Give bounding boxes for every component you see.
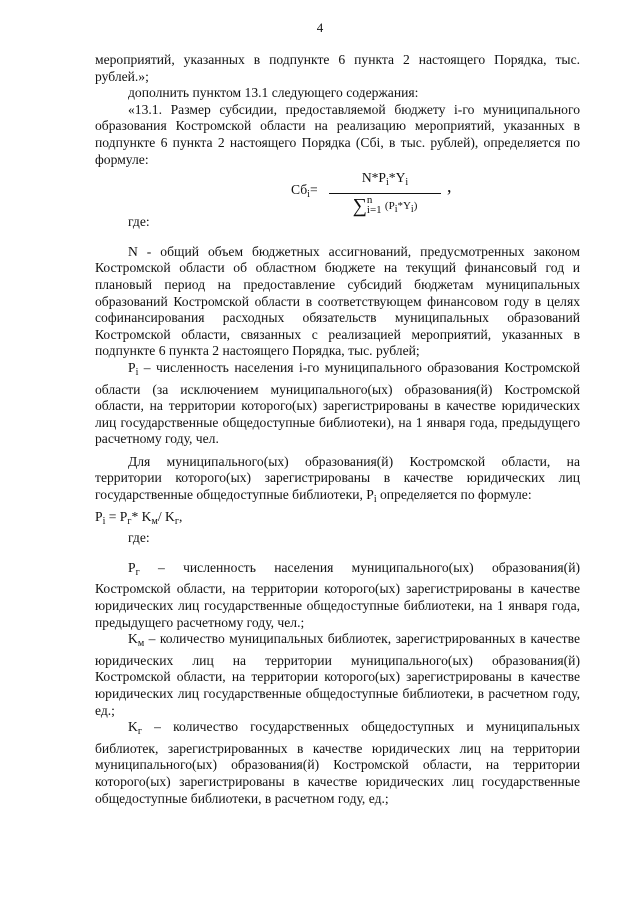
page-number: 4 <box>316 20 324 35</box>
paragraph-Kg-definition: $K_г$ – количество государственных общедоступных и муниципальных библиотек, зарегистрированных в качестве юридических лиц на территории муниципального(ых) образования(й) Костромской области, на территории которого(ых) зарегистрированы в качестве юридических лиц государственные общедоступные библиотеки, в расчетном году, ед.; <box>95 719 580 806</box>
formula-subsidy <box>95 168 580 217</box>
sum-limits: n i=1 <box>366 193 382 216</box>
paragraph-Km-definition: $K_м$ – количество муниципальных библиотек, зарегистрированных в качестве юридических лиц на территории муниципального(ых) образования(й) Костромской области, на территории которого(ых) зарегистрированы в качестве юридических лиц государственные общедоступные библиотеки, в расчетном году, ед.; <box>95 631 580 718</box>
formula-lhs: $Сб_i=$ <box>291 182 318 201</box>
where-label-2: где: <box>128 530 150 546</box>
paragraph-continuation: мероприятий, указанных в подпункте 6 пункта 2 настоящего Порядка, тыс. рублей.»; <box>95 52 580 84</box>
where-label-1: где: <box>128 214 150 230</box>
paragraph-add-point: дополнить пунктом 13.1 следующего содержания: <box>128 85 419 101</box>
paragraph-N-definition: N - общий объем бюджетных ассигнований, предусмотренных законом Костромской области об областном бюджете на текущий финансовый год и плановый период на предоставление субсидий бюджетам муниципальных образований Костромской области в соответствующем финансовом году в целях софинансирования расходных обязательств муниципальных образований Костромской области, связанных с реализацией мероприятий, указанных в подпункте 6 пункта 2 настоящего Порядка, тыс. рублей; <box>95 243 580 359</box>
paragraph-Pi-definition: $P_i$ – численность населения i-го муниципального образования Костромской области (за исключением муниципального(ых) образования(й) Костромской области, на территории которого(ых) зарегистрированы в качестве юридических лиц государственные общедоступные библиотеки), на 1 января года, предыдущего расчетному году, чел. <box>95 359 580 447</box>
document-body <box>95 52 580 807</box>
formula-Pi: $P_i = P_г*$ $K_м/$ $K_г$, <box>95 508 183 527</box>
sum-sign: ∑ <box>352 194 367 217</box>
formula-denominator: ∑ n i=1 (Pi*Yi) <box>352 193 418 217</box>
paragraph-Pg-definition: $P_г$ – численность населения муниципального(ых) образования(й) Костромской области, на территории которого(ых) зарегистрированы в качестве юридических лиц государственные общедоступные библиотеки, на 1 января года, предыдущего расчетному году, чел.; <box>95 559 580 630</box>
paragraph-13-1: «13.1. Размер субсидии, предоставляемой бюджету i-го муниципального образования Костромской области на реализацию мероприятий, указанных в подпункте 6 пункта 2 настоящего Порядка (Сбi, в тыс. рублей), определяется по формуле: <box>95 101 580 167</box>
formula-fraction <box>329 170 441 218</box>
formula-numerator: $N*P_i*Y_i$ <box>329 170 441 194</box>
formula-comma: , <box>447 176 452 197</box>
paragraph-for-municipalities: Для муниципального(ых) образования(й) Костромской области, на территории которого(ых) зарегистрированы в качестве юридических лиц государственные общедоступные библиотеки, $P_i$ определяется по формуле: <box>95 453 580 506</box>
